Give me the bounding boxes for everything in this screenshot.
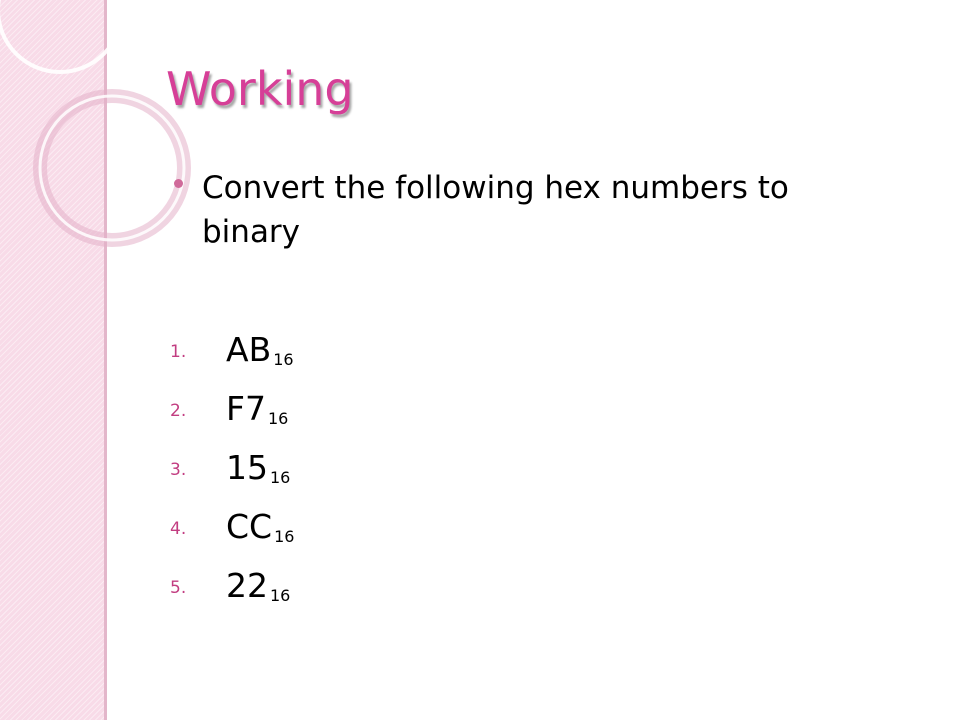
base-subscript: 16 [270,586,291,605]
hex-digits: 22 [226,566,268,605]
hex-digits: AB [226,330,272,369]
base-subscript: 16 [267,409,289,428]
hex-digits: F7 [226,389,266,428]
decorative-ring-upper [0,0,122,72]
bullet-text: Convert the following hex numbers to binary [202,170,789,250]
hex-value [226,330,294,380]
base-subscript: 16 [273,350,294,369]
bullet-dot-icon [174,179,183,188]
list-number: 1. [170,342,187,362]
list-number: 4. [170,519,187,539]
hex-value [226,566,290,616]
list-number: 2. [170,401,187,421]
decorative-circles [0,0,200,300]
hex-digits: CC [226,507,273,546]
base-subscript: 16 [270,468,291,487]
hex-value [226,507,294,557]
list-number: 3. [170,460,187,480]
hex-value [226,389,288,439]
hex-value [226,448,290,498]
list-number: 5. [170,578,187,598]
decorative-ring-lower-highlight [40,96,184,240]
slide-title: Working [166,62,354,116]
base-subscript: 16 [274,527,295,546]
hex-digits: 15 [226,448,268,487]
